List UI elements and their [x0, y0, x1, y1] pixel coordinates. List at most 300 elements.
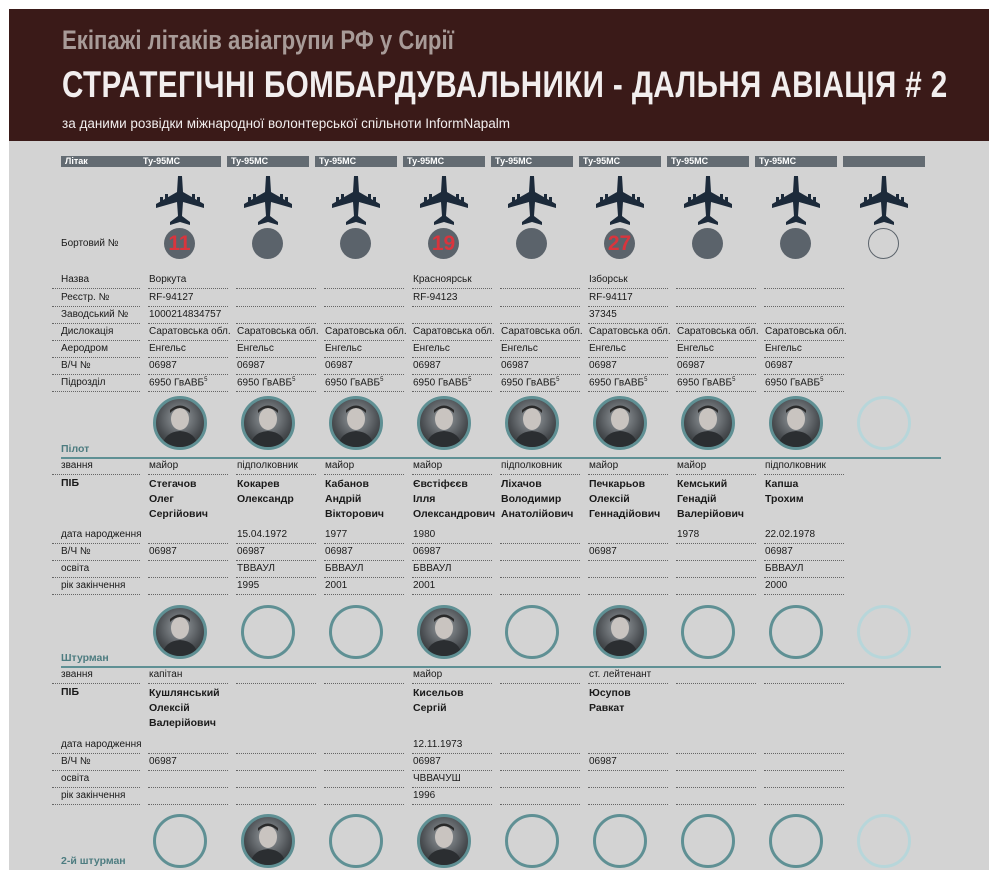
dotted-divider [148, 474, 228, 475]
board-number-disc: 27 [604, 228, 635, 259]
cell-unit: 06987 [677, 360, 705, 371]
dotted-divider [588, 340, 668, 341]
dotted-divider [52, 804, 140, 805]
dotted-divider [412, 474, 492, 475]
dotted-divider [500, 683, 580, 684]
dotted-divider [236, 753, 316, 754]
pilot-full-name: Євстіфєєв Ілля Олександрович [413, 478, 496, 520]
board-number-disc: 19 [428, 228, 459, 259]
navigator-avatar [593, 605, 647, 659]
dotted-divider [764, 474, 844, 475]
dotted-divider [324, 770, 404, 771]
dotted-divider [148, 288, 228, 289]
cell-dislocation: Саратовська обл. [589, 326, 671, 337]
pilot-unit: 06987 [413, 546, 441, 557]
navigator-avatar [857, 605, 911, 659]
row-label-registry: Реєстр. № [61, 292, 110, 303]
dotted-divider [324, 323, 404, 324]
dotted-divider [324, 340, 404, 341]
dotted-divider [500, 804, 580, 805]
board-number-disc [340, 228, 371, 259]
pilot-avatar [593, 396, 647, 450]
dotted-divider [588, 306, 668, 307]
dotted-divider [500, 306, 580, 307]
cell-division: 6950 ГвАВБ$^5$ [325, 377, 384, 389]
dotted-divider [148, 357, 228, 358]
nav-rank: майор [413, 669, 443, 680]
dotted-divider [324, 474, 404, 475]
navigator-avatar [241, 605, 295, 659]
dotted-divider [148, 683, 228, 684]
navigator2-avatar [857, 814, 911, 868]
dotted-divider [324, 391, 404, 392]
pilot-avatar [769, 396, 823, 450]
dotted-divider [324, 543, 404, 544]
pilot-full-name: Капша Трохим [765, 478, 804, 505]
dotted-divider [236, 543, 316, 544]
dotted-divider [412, 357, 492, 358]
dotted-divider [764, 323, 844, 324]
nav-full-name: Кушлянський Олексій Валерійович [149, 687, 220, 729]
dotted-divider [52, 753, 140, 754]
division-superscript: 5 [468, 377, 472, 383]
dotted-divider [500, 391, 580, 392]
navigator2-avatar [593, 814, 647, 868]
bomber-plane-icon [594, 174, 646, 226]
nav-row-label-education: освіта [61, 773, 90, 784]
dotted-divider [412, 391, 492, 392]
dotted-divider [412, 683, 492, 684]
dotted-divider [412, 374, 492, 375]
cell-unit: 06987 [325, 360, 353, 371]
nav-full-name: Кисельов Сергій [413, 687, 464, 714]
cell-dislocation: Саратовська обл. [413, 326, 495, 337]
dotted-divider [148, 560, 228, 561]
dotted-divider [676, 391, 756, 392]
dotted-divider [676, 560, 756, 561]
dotted-divider [52, 391, 140, 392]
pilot-year: 2000 [765, 580, 788, 591]
dotted-divider [676, 770, 756, 771]
cell-airfield: Енгельс [677, 343, 714, 354]
navigator-section-label: Штурман [61, 652, 109, 664]
dotted-divider [676, 288, 756, 289]
pilot-year: 2001 [325, 580, 348, 591]
pilot-year: 2001 [413, 580, 436, 591]
pilot-rank: майор [589, 460, 619, 471]
pilot-birth: 1980 [413, 529, 436, 540]
pilot-edu: БВВАУЛ [325, 563, 364, 574]
pilot-avatar [505, 396, 559, 450]
bomber-plane-icon [770, 174, 822, 226]
cell-factory: 37345 [589, 309, 617, 320]
row-label-airfield: Аеродром [61, 343, 108, 354]
dotted-divider [588, 804, 668, 805]
dotted-divider [236, 770, 316, 771]
cell-factory: 1000214834757 [149, 309, 222, 320]
dotted-divider [52, 560, 140, 561]
dotted-divider [52, 770, 140, 771]
navigator2-section-label: 2-й штурман [61, 855, 126, 867]
pilot-rank: майор [149, 460, 179, 471]
pilot-full-name: Кабанов Андрій Вікторович [325, 478, 385, 520]
dotted-divider [148, 391, 228, 392]
dotted-divider [588, 543, 668, 544]
dotted-divider [236, 474, 316, 475]
cell-dislocation: Саратовська обл. [237, 326, 319, 337]
pilot-row-label-vch: В/Ч № [61, 546, 91, 557]
cell-dislocation: Саратовська обл. [501, 326, 583, 337]
dotted-divider [52, 340, 140, 341]
dotted-divider [148, 594, 228, 595]
pilot-rank: майор [677, 460, 707, 471]
dotted-divider [500, 594, 580, 595]
navigator2-avatar [417, 814, 471, 868]
cell-airfield: Енгельс [589, 343, 626, 354]
division-superscript: 5 [204, 377, 208, 383]
pilot-full-name: Стегачов Олег Сергійович [149, 478, 209, 520]
dotted-divider [52, 787, 140, 788]
dotted-divider [324, 357, 404, 358]
pilot-rank: підполковник [501, 460, 562, 471]
dotted-divider [764, 753, 844, 754]
pilot-birth: 1978 [677, 529, 700, 540]
dotted-divider [52, 288, 140, 289]
dotted-divider [588, 323, 668, 324]
pilot-edu: БВВАУЛ [413, 563, 452, 574]
dotted-divider [236, 577, 316, 578]
navigator-avatar [505, 605, 559, 659]
dotted-divider [764, 357, 844, 358]
nav-full-name: Юсупов Равкат [589, 687, 631, 714]
cell-unit: 06987 [237, 360, 265, 371]
dotted-divider [324, 753, 404, 754]
dotted-divider [500, 357, 580, 358]
board-number-disc [516, 228, 547, 259]
dotted-divider [236, 804, 316, 805]
dotted-divider [588, 577, 668, 578]
nav-rank-label: звання [61, 669, 93, 680]
dotted-divider [148, 340, 228, 341]
board-number-disc: 11 [164, 228, 195, 259]
dotted-divider [236, 323, 316, 324]
dotted-divider [148, 577, 228, 578]
dotted-divider [412, 340, 492, 341]
dotted-divider [500, 340, 580, 341]
pilot-birth: 22.02.1978 [765, 529, 816, 540]
cell-division: 6950 ГвАВБ$^5$ [149, 377, 208, 389]
board-number-disc [252, 228, 283, 259]
dotted-divider [764, 770, 844, 771]
cell-registry: RF-94117 [589, 292, 633, 303]
pilot-full-name: Ліхачов Володимир Анатолійович [501, 478, 574, 520]
dotted-divider [412, 594, 492, 595]
dotted-divider [676, 474, 756, 475]
cell-registry: RF-94123 [413, 292, 458, 303]
dotted-divider [500, 374, 580, 375]
bomber-plane-icon [418, 174, 470, 226]
dotted-divider [236, 560, 316, 561]
dotted-divider [236, 306, 316, 307]
dotted-divider [324, 306, 404, 307]
dotted-divider [236, 787, 316, 788]
dotted-divider [676, 357, 756, 358]
board-number-label: Бортовий № [61, 238, 119, 249]
aircraft-type-bar: Ту-95МС [667, 156, 749, 167]
dotted-divider [588, 787, 668, 788]
dotted-divider [764, 374, 844, 375]
pilot-rank: майор [325, 460, 355, 471]
aircraft-type-bar: Ту-95МС [491, 156, 573, 167]
row-label-dislocation: Дислокація [61, 326, 114, 337]
dotted-divider [588, 288, 668, 289]
nav-pib-label: ПІБ [61, 686, 80, 698]
dotted-divider [412, 306, 492, 307]
nav-rank: капітан [149, 669, 183, 680]
dotted-divider [148, 543, 228, 544]
pilot-full-name: Кемський Генадій Валерійович [677, 478, 744, 520]
dotted-divider [236, 683, 316, 684]
pilot-birth: 1977 [325, 529, 348, 540]
dotted-divider [324, 288, 404, 289]
header-subtitle: Екіпажі літаків авіагрупи РФ у Сирії [62, 25, 454, 55]
division-superscript: 5 [732, 377, 736, 383]
board-number-disc [868, 228, 899, 259]
cell-division: 6950 ГвАВБ$^5$ [501, 377, 560, 389]
aircraft-type-bar: Ту-95МС [315, 156, 397, 167]
division-superscript: 5 [292, 377, 296, 383]
dotted-divider [324, 374, 404, 375]
pilot-unit: 06987 [589, 546, 617, 557]
dotted-divider [676, 577, 756, 578]
dotted-divider [500, 560, 580, 561]
dotted-divider [412, 323, 492, 324]
dotted-divider [676, 306, 756, 307]
bomber-plane-icon [154, 174, 206, 226]
pilot-birth: 15.04.1972 [237, 529, 288, 540]
navigator2-avatar [329, 814, 383, 868]
cell-unit: 06987 [765, 360, 793, 371]
dotted-divider [588, 357, 668, 358]
pilot-full-name: Печкарьов Олексій Геннадійович [589, 478, 661, 520]
dotted-divider [500, 787, 580, 788]
dotted-divider [236, 357, 316, 358]
dotted-divider [412, 577, 492, 578]
cell-division: 6950 ГвАВБ$^5$ [765, 377, 824, 389]
pilot-edu: БВВАУЛ [765, 563, 804, 574]
dotted-divider [764, 577, 844, 578]
dotted-divider [764, 391, 844, 392]
cell-dislocation: Саратовська обл. [149, 326, 231, 337]
cell-division: 6950 ГвАВБ$^5$ [677, 377, 736, 389]
dotted-divider [676, 323, 756, 324]
dotted-divider [588, 474, 668, 475]
cell-division: 6950 ГвАВБ$^5$ [237, 377, 296, 389]
dotted-divider [500, 288, 580, 289]
dotted-divider [52, 543, 140, 544]
cell-airfield: Енгельс [413, 343, 450, 354]
nav-year: 1996 [413, 790, 436, 801]
dotted-divider [236, 374, 316, 375]
pilot-avatar [681, 396, 735, 450]
bomber-plane-icon [858, 174, 910, 226]
dotted-divider [764, 288, 844, 289]
dotted-divider [676, 374, 756, 375]
cell-airfield: Енгельс [149, 343, 186, 354]
aircraft-type-bar: Ту-95МС [755, 156, 837, 167]
dotted-divider [324, 577, 404, 578]
cell-airfield: Енгельс [237, 343, 274, 354]
dotted-divider [52, 306, 140, 307]
dotted-divider [52, 323, 140, 324]
cell-dislocation: Саратовська обл. [325, 326, 407, 337]
dotted-divider [148, 753, 228, 754]
navigator-avatar [681, 605, 735, 659]
bomber-plane-icon [242, 174, 294, 226]
pilot-section-label: Пілот [61, 443, 90, 455]
cell-unit: 06987 [589, 360, 617, 371]
aircraft-type-bar: Ту-95МС [579, 156, 661, 167]
division-superscript: 5 [644, 377, 648, 383]
navigator2-avatar [241, 814, 295, 868]
pilot-unit: 06987 [237, 546, 265, 557]
pilot-row-label-birth: дата народження [61, 529, 142, 540]
dotted-divider [236, 594, 316, 595]
dotted-divider [764, 787, 844, 788]
dotted-divider [676, 787, 756, 788]
cell-dislocation: Саратовська обл. [677, 326, 759, 337]
cell-registry: RF-94127 [149, 292, 194, 303]
dotted-divider [588, 374, 668, 375]
cell-name: Воркута [149, 274, 187, 285]
pilot-rank: підполковник [765, 460, 826, 471]
dotted-divider [412, 753, 492, 754]
dotted-divider [412, 770, 492, 771]
nav-birth: 12.11.1973 [413, 739, 463, 750]
dotted-divider [148, 323, 228, 324]
pilot-avatar [417, 396, 471, 450]
aircraft-type-bar: Ту-95МС [227, 156, 309, 167]
dotted-divider [764, 340, 844, 341]
cell-division: 6950 ГвАВБ$^5$ [413, 377, 472, 389]
nav-unit: 06987 [413, 756, 441, 767]
cell-airfield: Енгельс [325, 343, 362, 354]
dotted-divider [412, 787, 492, 788]
dotted-divider [52, 577, 140, 578]
aircraft-label-bar: Літак [61, 156, 142, 167]
dotted-divider [52, 683, 140, 684]
pilot-row-label-grad_year: рік закінчення [61, 580, 126, 591]
dotted-divider [676, 594, 756, 595]
cell-name: Красноярськ [413, 274, 472, 285]
row-label-unit_no: В/Ч № [61, 360, 91, 371]
pilot-rank-label: звання [61, 460, 93, 471]
dotted-divider [764, 306, 844, 307]
nav-row-label-birth: дата народження [61, 739, 142, 750]
dotted-divider [588, 753, 668, 754]
pilot-avatar [329, 396, 383, 450]
dotted-divider [148, 770, 228, 771]
header-title: СТРАТЕГІЧНІ БОМБАРДУВАЛЬНИКИ - ДАЛЬНЯ АВІАЦІЯ # 2 [62, 64, 948, 105]
navigator-avatar [153, 605, 207, 659]
cell-unit: 06987 [149, 360, 177, 371]
dotted-divider [236, 391, 316, 392]
board-number-disc [780, 228, 811, 259]
pilot-unit: 06987 [325, 546, 353, 557]
dotted-divider [764, 560, 844, 561]
aircraft-type-bar [843, 156, 925, 167]
section-divider [61, 666, 941, 668]
row-label-factory: Заводський № [61, 309, 129, 320]
row-label-division: Підрозділ [61, 377, 106, 388]
dotted-divider [676, 543, 756, 544]
pilot-row-label-education: освіта [61, 563, 90, 574]
dotted-divider [236, 340, 316, 341]
dotted-divider [676, 683, 756, 684]
pilot-avatar [857, 396, 911, 450]
dotted-divider [148, 306, 228, 307]
dotted-divider [412, 543, 492, 544]
dotted-divider [676, 340, 756, 341]
dotted-divider [148, 787, 228, 788]
dotted-divider [588, 391, 668, 392]
pilot-rank: підполковник [237, 460, 298, 471]
dotted-divider [52, 357, 140, 358]
dotted-divider [324, 594, 404, 595]
navigator2-avatar [769, 814, 823, 868]
dotted-divider [52, 474, 140, 475]
dotted-divider [324, 560, 404, 561]
pilot-rank: майор [413, 460, 443, 471]
bomber-plane-icon [682, 174, 734, 226]
dotted-divider [588, 594, 668, 595]
dotted-divider [148, 804, 228, 805]
dotted-divider [588, 683, 668, 684]
dotted-divider [52, 374, 140, 375]
dotted-divider [324, 787, 404, 788]
cell-unit: 06987 [501, 360, 529, 371]
pilot-year: 1995 [237, 580, 260, 591]
pilot-unit: 06987 [765, 546, 793, 557]
dotted-divider [324, 683, 404, 684]
aircraft-type-bar: Ту-95МС [403, 156, 485, 167]
dotted-divider [500, 753, 580, 754]
dotted-divider [764, 804, 844, 805]
pilot-pib-label: ПІБ [61, 477, 80, 489]
dotted-divider [412, 288, 492, 289]
dotted-divider [148, 374, 228, 375]
dotted-divider [500, 577, 580, 578]
header-banner [9, 9, 989, 141]
pilot-full-name: Кокарев Олександр [237, 478, 294, 505]
dotted-divider [324, 804, 404, 805]
cell-name: Ізборськ [589, 274, 628, 285]
cell-airfield: Енгельс [765, 343, 802, 354]
dotted-divider [676, 804, 756, 805]
navigator2-avatar [681, 814, 735, 868]
dotted-divider [764, 683, 844, 684]
nav-unit: 06987 [149, 756, 177, 767]
dotted-divider [500, 543, 580, 544]
nav-rank: ст. лейтенант [589, 669, 652, 680]
dotted-divider [236, 288, 316, 289]
bomber-plane-icon [506, 174, 558, 226]
nav-edu: ЧВВАЧУШ [413, 773, 461, 784]
nav-row-label-grad_year: рік закінчення [61, 790, 126, 801]
row-label-name: Назва [61, 274, 90, 285]
navigator2-avatar [505, 814, 559, 868]
pilot-edu: ТВВАУЛ [237, 563, 275, 574]
